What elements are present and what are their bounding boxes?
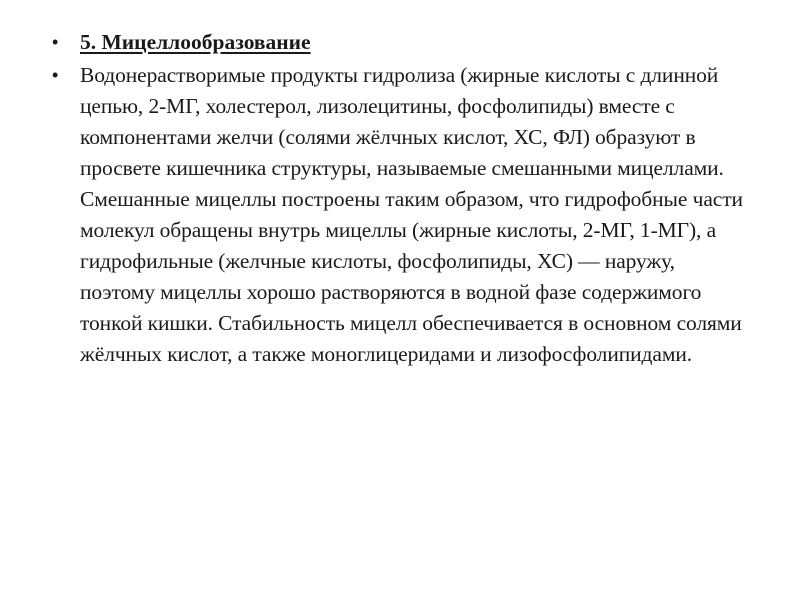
bullet-list xyxy=(52,27,752,372)
bullet-marker: • xyxy=(52,65,59,85)
paragraph-text: Водонерастворимые продукты гидролиза (жирные кислоты с длинной цепью, 2-МГ, холестерол, лизолецитины, фосфолипиды) вместе с компонентами желчи (солями жёлчных кислот, ХС, ФЛ) образуют в просвете кишечника структуры, называемые смешанными мицеллами. Смешанные мицеллы построены таким образом, что гидрофобные части молекул обращены внутрь мицеллы (жирные кислоты, 2-МГ, 1-МГ), а гидрофильные (желчные кислоты, фосфолипиды, ХС) — наружу, поэтому мицеллы хорошо растворяются в водной фазе содержимого тонкой кишки. Стабильность мицелл обеспечивается в основном солями жёлчных кислот, а также моноглицеридами и лизофосфолипидами. xyxy=(80,63,743,366)
section-heading: 5. Мицеллообразование xyxy=(80,30,311,54)
bullet-heading xyxy=(52,27,752,58)
bullet-paragraph xyxy=(52,60,752,370)
bullet-marker: • xyxy=(52,32,59,52)
